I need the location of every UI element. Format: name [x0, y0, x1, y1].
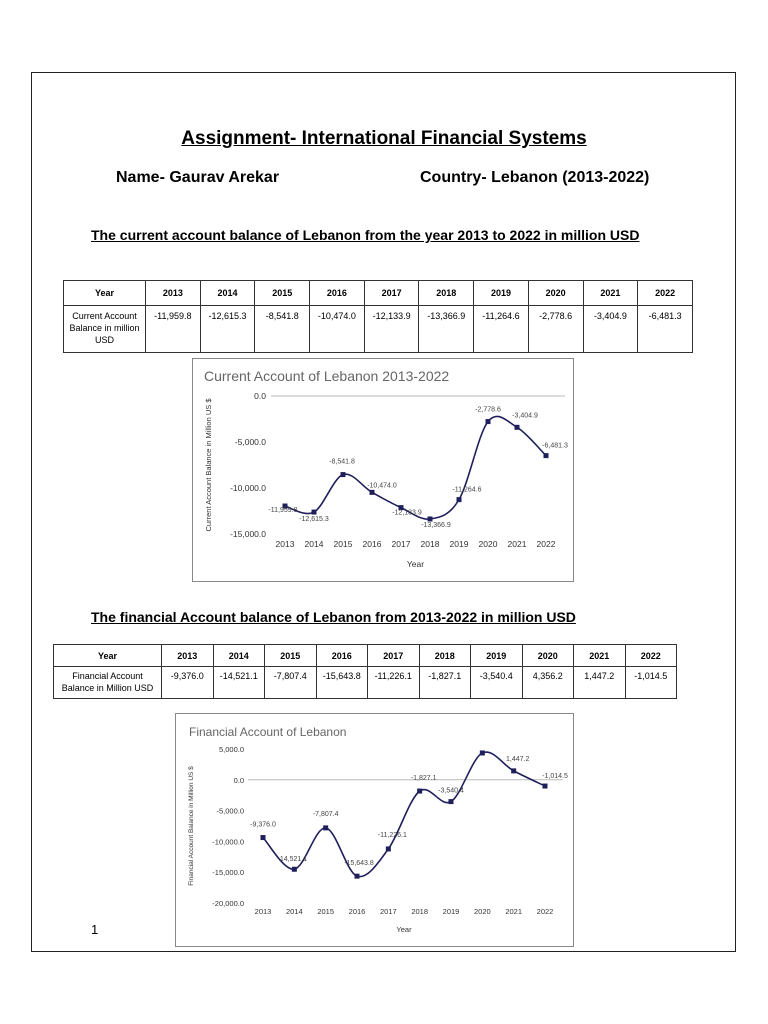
y-axis-label: Current Account Balance in Million US $	[204, 398, 213, 532]
country-label: Country- Lebanon (2013-2022)	[420, 169, 650, 186]
y-tick-label: 5,000.0	[218, 745, 244, 754]
y-tick-label: -5,000.0	[216, 806, 244, 816]
table-row	[54, 667, 677, 699]
table-header-row	[54, 645, 677, 667]
x-tick-label: 2019	[449, 539, 469, 549]
year-cell-2017: 2017	[368, 645, 420, 667]
year-header: Year	[64, 281, 146, 306]
data-label: -15,643.8	[344, 860, 374, 868]
year-cell-2020: 2020	[522, 645, 574, 667]
data-point	[292, 867, 297, 872]
chart-title: Current Account of Lebanon 2013-2022	[204, 368, 450, 384]
value-cell-2018: -13,366.9	[419, 306, 474, 353]
year-cell-2020: 2020	[528, 281, 583, 306]
data-label: -8,541.8	[329, 458, 355, 466]
data-label: -10,474.0	[367, 482, 397, 490]
value-cell-2016: -15,643.8	[316, 667, 368, 699]
data-point	[428, 516, 433, 521]
table-header-row	[64, 281, 693, 306]
year-cell-2019: 2019	[474, 281, 529, 306]
data-label: -14,521.1	[277, 856, 308, 864]
current-account-chart	[192, 358, 574, 582]
y-tick-label: 0.0	[233, 775, 244, 785]
x-tick-label: 2016	[348, 907, 366, 916]
data-label: -13,366.9	[421, 521, 451, 529]
series-line	[285, 416, 546, 519]
current-account-table	[63, 280, 693, 353]
year-cell-2014: 2014	[200, 281, 255, 306]
current-account-chart-svg	[193, 359, 573, 581]
x-tick-label: 2015	[333, 539, 353, 549]
x-tick-label: 2018	[420, 539, 440, 549]
data-point	[486, 419, 491, 424]
y-tick-label: -15,000.0	[230, 529, 266, 539]
x-tick-label: 2019	[442, 907, 460, 916]
y-tick-label: -20,000.0	[212, 899, 244, 908]
y-tick-label: -15,000.0	[212, 868, 244, 878]
data-label: -1,014.5	[542, 773, 568, 781]
financial-account-heading: The financial Account balance of Lebanon from 2013-2022 in million USD	[91, 609, 576, 625]
data-label: -7,807.4	[312, 810, 339, 818]
x-tick-label: 2022	[536, 907, 554, 916]
value-cell-2021: 1,447.2	[574, 667, 626, 699]
value-cell-2019: -11,264.6	[474, 306, 529, 353]
data-label: -12,133.9	[392, 509, 422, 517]
data-point	[370, 490, 375, 495]
page-number: 1	[91, 922, 99, 937]
value-cell-2022: -6,481.3	[638, 306, 693, 353]
x-tick-label: 2017	[379, 907, 397, 916]
document-title: Assignment- International Financial Systems	[181, 128, 587, 149]
financial-account-table	[53, 644, 677, 699]
y-tick-label: -5,000.0	[234, 437, 266, 447]
x-tick-label: 2020	[478, 539, 498, 549]
x-tick-label: 2016	[362, 539, 382, 549]
x-tick-label: 2021	[507, 539, 527, 549]
x-tick-label: 2014	[304, 539, 324, 549]
y-tick-label: -10,000.0	[212, 837, 244, 847]
data-point	[312, 510, 317, 515]
data-label: -11,959.8	[268, 507, 298, 515]
data-point	[386, 846, 391, 851]
chart-title: Financial Account of Lebanon	[189, 725, 347, 739]
year-cell-2018: 2018	[419, 645, 471, 667]
current-account-heading: The current account balance of Lebanon from the year 2013 to 2022 in million USD	[91, 227, 640, 243]
data-label: -12,615.3	[299, 516, 329, 524]
data-point	[480, 750, 485, 755]
data-point	[511, 768, 516, 773]
row-label: Financial Account Balance in Million USD	[54, 667, 162, 699]
financial-account-chart	[175, 713, 574, 947]
value-cell-2017: -12,133.9	[364, 306, 419, 353]
data-label: -11,264.6	[452, 486, 482, 494]
year-header: Year	[54, 645, 162, 667]
value-cell-2020: 4,356.2	[522, 667, 574, 699]
x-tick-label: 2022	[536, 539, 556, 549]
data-label: 1,447.2	[505, 755, 530, 763]
year-cell-2017: 2017	[364, 281, 419, 306]
value-cell-2022: -1,014.5	[625, 667, 677, 699]
data-label: -1,827.1	[410, 775, 437, 783]
year-cell-2022: 2022	[625, 645, 677, 667]
x-tick-label: 2018	[411, 907, 429, 916]
data-label: -9,376.0	[250, 821, 276, 829]
value-cell-2018: -1,827.1	[419, 667, 471, 699]
x-tick-label: 2013	[254, 907, 272, 916]
value-cell-2017: -11,226.1	[368, 667, 420, 699]
data-point	[457, 497, 462, 502]
x-tick-label: 2017	[391, 539, 411, 549]
data-point	[544, 453, 549, 458]
value-cell-2015: -8,541.8	[255, 306, 310, 353]
value-cell-2014: -12,615.3	[200, 306, 255, 353]
data-label: -6,481.3	[542, 442, 568, 450]
financial-account-chart-svg	[176, 714, 573, 946]
year-cell-2015: 2015	[255, 281, 310, 306]
year-cell-2014: 2014	[213, 645, 265, 667]
value-cell-2021: -3,404.9	[583, 306, 638, 353]
data-point	[543, 784, 548, 789]
data-point	[261, 835, 266, 840]
year-cell-2018: 2018	[419, 281, 474, 306]
value-cell-2016: -10,474.0	[310, 306, 365, 353]
x-axis-label: Year	[396, 925, 412, 934]
data-point	[515, 425, 520, 430]
value-cell-2013: -11,959.8	[146, 306, 201, 353]
year-cell-2021: 2021	[583, 281, 638, 306]
value-cell-2014: -14,521.1	[213, 667, 265, 699]
data-label: -3,540.4	[438, 787, 464, 795]
data-point	[323, 825, 328, 830]
x-tick-label: 2014	[285, 907, 303, 916]
year-cell-2016: 2016	[310, 281, 365, 306]
value-cell-2015: -7,807.4	[265, 667, 317, 699]
table-row	[64, 306, 693, 353]
year-cell-2019: 2019	[471, 645, 523, 667]
y-axis-label: Financial Account Balance in Million US $	[188, 766, 195, 886]
row-label: Current Account Balance in million USD	[64, 306, 146, 353]
x-tick-label: 2020	[473, 907, 491, 916]
year-cell-2021: 2021	[574, 645, 626, 667]
value-cell-2019: -3,540.4	[471, 667, 523, 699]
y-tick-label: 0.0	[254, 391, 266, 401]
year-cell-2022: 2022	[638, 281, 693, 306]
year-cell-2013: 2013	[162, 645, 214, 667]
x-tick-label: 2013	[275, 539, 295, 549]
x-tick-label: 2015	[317, 907, 335, 916]
data-label: -2,778.6	[475, 406, 501, 414]
x-tick-label: 2021	[505, 907, 523, 916]
x-axis-label: Year	[406, 559, 425, 569]
student-name: Name- Gaurav Arekar	[116, 169, 280, 186]
data-point	[355, 874, 360, 879]
y-tick-label: -10,000.0	[230, 483, 266, 493]
data-point	[449, 799, 454, 804]
year-cell-2015: 2015	[265, 645, 317, 667]
data-point	[417, 789, 422, 794]
data-point	[341, 472, 346, 477]
value-cell-2020: -2,778.6	[528, 306, 583, 353]
data-label: -11,226.1	[377, 831, 407, 839]
year-cell-2013: 2013	[146, 281, 201, 306]
data-label: -3,404.9	[512, 412, 538, 420]
value-cell-2013: -9,376.0	[162, 667, 214, 699]
year-cell-2016: 2016	[316, 645, 368, 667]
